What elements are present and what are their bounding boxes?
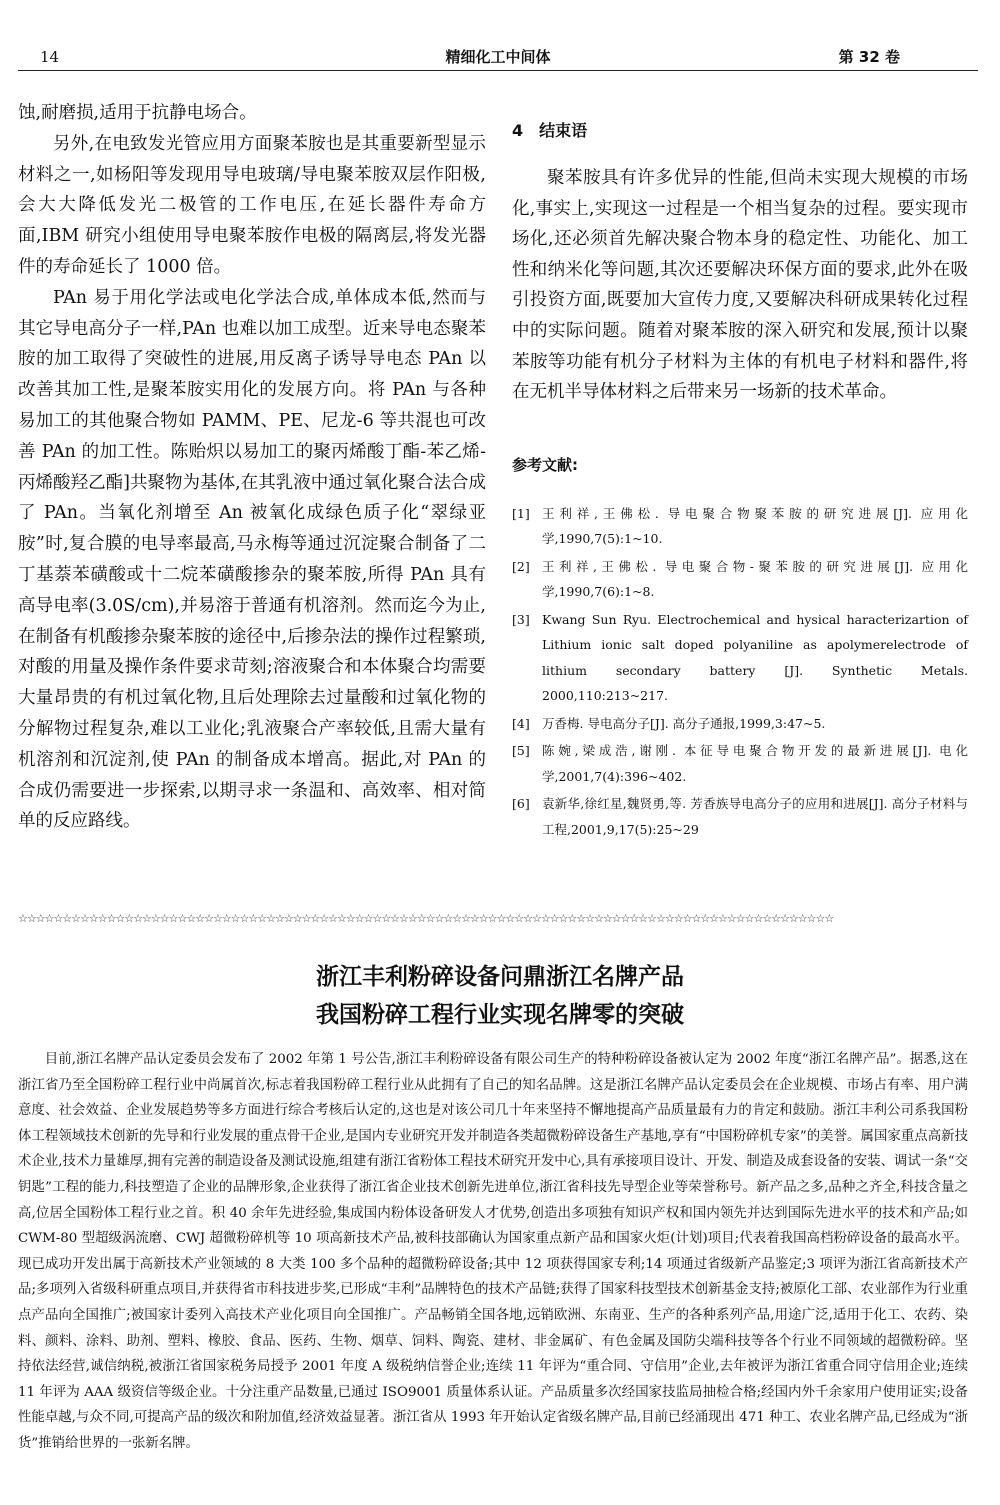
reference-text: 王利祥,王佛松. 导电聚合物-聚苯胺的研究进展[J]. 应用化学,1990,7(6):1~8. [542,558,968,600]
reference-item [512,607,968,709]
reference-text: 袁新华,徐红星,魏贤勇,等. 芳香族导电高分子的应用和进展[J]. 高分子材料与工程,2001,9,17(5):25~29 [542,796,968,837]
reference-text: 万香梅. 导电高分子[J]. 高分子通报,1999,3:47~5. [542,715,826,731]
reference-number: [1] [512,505,530,521]
news-body: 目前,浙江名牌产品认定委员会发布了 2002 年第 1 号公告,浙江丰利粉碎设备有限公司生产的特种粉碎设备被认定为 2002 年度“浙江名牌产品”。据悉,这在浙江省乃至全国粉碎工程行业中尚属首次,标志着我国粉碎工程行业从此拥有了自己的知名品牌。这是浙江名牌产品认定委员会在企业规模、市场占有率、用户满意度、社会效益、企业发展趋势等多方面进行综合考核后认定的,这也是对该公司几十年来坚持不懈地提高产品质量最有力的肯定和鼓励。浙江丰利公司系我国粉体工程领域技术创新的先导和行业发展的重点骨干企业,是国内专业研究开发并制造各类超微粉碎设备生产基地,享有“中国粉碎机专家”的美誉。属国家重点高新技术企业,技术力量雄厚,拥有完善的制造设备及测试设施,组建有浙江省粉体工程技术研究开发中心,具有承接项目设计、开发、制造及成套设备的安装、调试一条“交钥匙”工程的能力,科技塑造了企业的品牌形象,企业获得了浙江省企业技术创新先进单位,浙江省科技先导型企业等荣誉称号。新产品之多,品种之齐全,科技含量之高,位居全国粉体工程行业之首。积 40 余年先进经验,集成国内粉体设备研发人才优势,创造出多项独有知识产权和国内领先并达到国际先进水平的技术和产品;如 CWM-80 型超级涡流磨、CWJ 超微粉碎机等 10 项高新技术产品,被科技部确认为国家重点新产品和国家火炬(计划)项目;代表着我国高档粉碎设备的最高水平。现已成功开发出属于高新技术产业领域的 8 大类 100 多个品种的超微粉碎设备;其中 12 项获得国家专利;14 项通过省级新产品鉴定;3 项评为浙江省高新技术产品;多项列入省级科研重点项目,并获得省市科技进步奖,已形成“丰利”品牌特色的技术产品链;获得了国家科技型技术创新基金支持;被原化工部、农业部作为行业重点产品向全国推广;被国家计委列入高技术产业化项目向全国推广。产品畅销全国各地,远销欧洲、东南亚、生产的各种系列产品,用途广泛,适用于化工、农药、染料、颜料、涂料、助剂、塑料、橡胶、食品、医药、生物、烟草、饲料、陶瓷、建材、非金属矿、有色金属及国防尖端科技等各个行业不同领域的超微粉碎。坚持依法经营,诚信纳税,被浙江省国家税务局授予 2001 年度 A 级税纳信誉企业;连续 11 年评为“重合同、守信用”企业,去年被评为浙江省重合同守信用企业;连续 11 年评为 AAA 级资信等级企业。十分注重产品数量,已通过 ISO9001 质量体系认证。产品质量多次经国家技监局抽检合格;经国内外千余家用户使用证实;设备性能卓越,与众不同,可提高产品的级次和附加值,经济效益显著。浙江省从 1993 年开始认定省级名牌产品,目前已经涌现出 471 种工、农业名牌产品,已经成为“浙货”推销给世界的一张新名牌。 [18,1052,968,1451]
section-title: 结束语 [539,121,588,140]
section-number: 4 [512,121,524,140]
reference-number: [5] [512,743,530,759]
volume-label: 第 32 卷 [838,48,900,66]
references-heading: 参考文献: [512,455,578,474]
star-divider: ☆☆☆☆☆☆☆☆☆☆☆☆☆☆☆☆☆☆☆☆☆☆☆☆☆☆☆☆☆☆☆☆☆☆☆☆☆☆☆☆☆☆☆☆☆☆☆☆☆☆☆☆☆☆☆☆☆☆☆☆☆☆☆☆☆☆☆☆☆☆☆☆☆☆☆☆☆☆☆☆☆☆☆☆☆☆☆☆☆☆☆☆ [18,912,834,925]
paragraph: PAn 易于用化学法或电化学法合成,单体成本低,然而与其它导电高分子一样,PAn 也难以加工成型。近来导电态聚苯胺的加工取得了突破性的进展,用反离子诱导导电态 PAn 以改善其加工性,是聚苯胺实用化的发展方向。将 PAn 与各种易加工的其他聚合物如 PAMM、PE、尼龙-6 等共混也可改善 PAn 的加工性。陈贻炽以易加工的聚丙烯酸丁酯-苯乙烯-丙烯酸羟乙酯]共聚物为基体,在其乳液中通过氧化聚合法合成了 PAn。当氧化剂增至 An 被氧化成绿色质子化“翠绿亚胺”时,复合膜的电导率最高,马永梅等通过沉淀聚合制备了二丁基萘苯磺酸或十二烷苯磺酸掺杂的聚苯胺,所得 PAn 具有高导电率(3.0S/cm),并易溶于普通有机溶剂。然而迄今为止,在制备有机酸掺杂聚苯胺的途径中,后掺杂法的操作过程繁琐,对酸的用量及操作条件要求苛刻;溶液聚合和本体聚合均需要大量昂贵的有机过氧化物,且后处理除去过量酸和过氧化物的分解物过程复杂,难以工业化;乳液聚合产率较低,且需大量有机溶剂和沉淀剂,使 PAn 的制备成本增高。据此,对 PAn 的合成仍需要进一步探索,以期寻求一条温和、高效率、相对简单的反应路线。 [18,287,486,832]
reference-number: [3] [512,611,530,627]
section-heading [512,118,968,141]
reference-item [512,791,968,842]
news-title-line-1: 浙江丰利粉碎设备问鼎浙江名牌产品 [316,964,684,990]
reference-item [512,501,968,552]
reference-text: 王利祥,王佛松. 导电聚合物聚苯胺的研究进展[J]. 应用化学,1990,7(5):1~10. [542,505,968,547]
reference-number: [2] [512,558,530,574]
reference-number: [6] [512,796,530,812]
left-column [18,98,486,837]
conclusion-paragraph: 聚苯胺具有许多优异的性能,但尚未实现大规模的市场化,事实上,实现这一过程是一个相当复杂的过程。要实现市场化,还必须首先解决聚合物本身的稳定性、功能化、加工性和纳米化等问题,其次还要解决环保方面的要求,此外在吸引投资方面,既要加大宣传力度,又要解决科研成果转化过程中的实际问题。随着对聚苯胺的深入研究和发展,预计以聚苯胺等功能有机分子材料为主体的有机电子材料和器件,将在无机半导体材料之后带来另一场新的技术革命。 [512,168,968,403]
journal-title: 精细化工中间体 [445,48,551,66]
paragraph: 另外,在电致发光管应用方面聚苯胺也是其重要新型显示材料之一,如杨阳等发现用导电玻璃/导电聚苯胺双层作阳极,会大大降低发光二极管的工作电压,在延长器件寿命方面,IBM 研究小组使用导电聚苯胺作电极的隔离层,将发光器件的寿命延长了 1000 倍。 [18,133,486,277]
reference-text: Kwang Sun Ryu. Electrochemical and hysical haracterizartion of Lithium ionic salt doped polyaniline as apolymerelectrode of lithium secondary battery [J]. Synthetic Metals. 2000,110:213~217. [542,611,968,704]
page-header [18,40,978,71]
reference-text: 陈婉,梁成浩,谢刚. 本征导电聚合物开发的最新进展[J]. 电化学,2001,7(4):396~402. [542,743,968,784]
reference-item [512,711,968,737]
news-title-line-2: 我国粉碎工程行业实现名牌零的突破 [316,1002,684,1028]
paragraph: 蚀,耐磨损,适用于抗静电场合。 [18,103,257,123]
reference-number: [4] [512,715,530,731]
page-number: 14 [40,48,60,66]
reference-list [512,501,968,843]
right-column [512,98,968,844]
reference-item [512,554,968,605]
reference-item [512,738,968,789]
